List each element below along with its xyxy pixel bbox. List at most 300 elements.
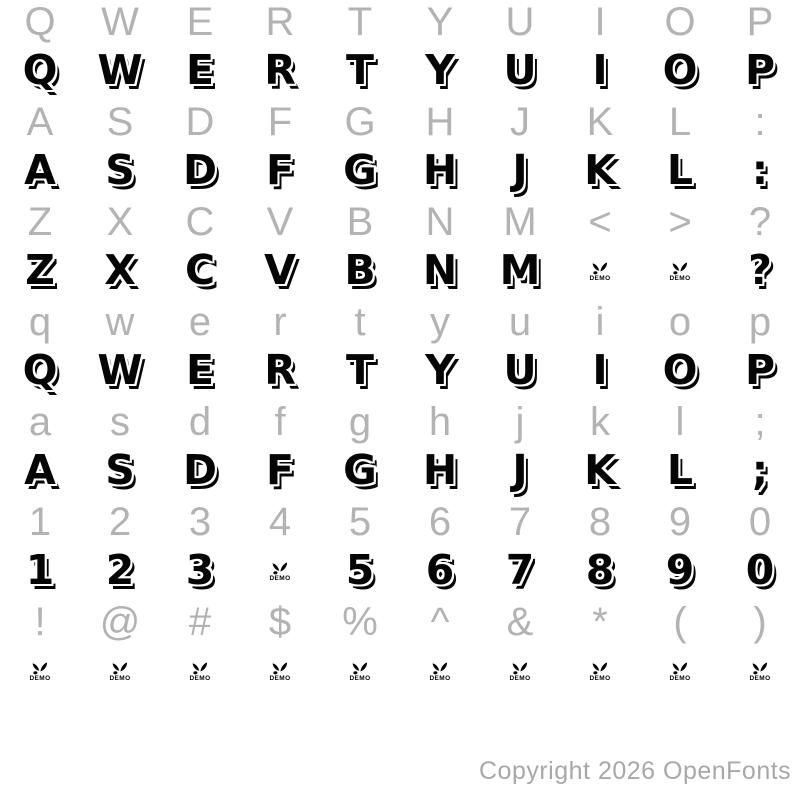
- glyph-cell: [400, 245, 480, 300]
- glyph-cell: [0, 650, 80, 700]
- reference-glyph: r: [273, 300, 287, 344]
- reference-glyph: C: [185, 200, 215, 244]
- glyph-cell: [0, 400, 80, 450]
- preview-glyph: E: [185, 45, 214, 94]
- glyph-cell: [640, 500, 720, 550]
- demo-glyph-label: DEMO: [269, 574, 291, 582]
- preview-glyph: 7: [505, 545, 535, 594]
- glyph-cell: [480, 545, 560, 600]
- preview-glyph: E: [185, 345, 214, 394]
- reference-glyph: t: [354, 300, 366, 344]
- demo-glyph-label: DEMO: [509, 674, 531, 682]
- glyph-cell: [0, 500, 80, 550]
- glyph-cell: [400, 345, 480, 400]
- glyph-cell: [400, 100, 480, 150]
- glyph-cell: [480, 200, 560, 250]
- glyph-cell: [640, 200, 720, 250]
- glyph-cell: [720, 600, 800, 650]
- copyright-text: Copyright 2026 OpenFonts: [479, 757, 792, 785]
- glyph-cell: [240, 500, 320, 550]
- preview-glyph: H: [422, 445, 458, 494]
- glyph-cell: [0, 145, 80, 200]
- reference-glyph: y: [430, 300, 450, 344]
- glyph-cell: [80, 245, 160, 300]
- glyph-cell: [480, 145, 560, 200]
- demo-glyph: [349, 662, 370, 683]
- glyph-cell: [0, 345, 80, 400]
- glyph-cell: [640, 145, 720, 200]
- reference-glyph: p: [748, 300, 772, 344]
- glyph-cell: [320, 300, 400, 350]
- demo-glyph: [189, 662, 210, 683]
- reference-glyph: G: [344, 100, 376, 144]
- preview-glyph: 9: [665, 545, 695, 594]
- preview-glyph: :: [751, 145, 769, 194]
- preview-glyph: Y: [425, 45, 455, 94]
- preview-row: [0, 345, 800, 400]
- preview-glyph: S: [105, 145, 135, 194]
- reference-glyph: W: [101, 0, 139, 44]
- glyph-cell: [400, 400, 480, 450]
- glyph-cell: [160, 650, 240, 700]
- reference-glyph: k: [590, 400, 610, 444]
- preview-glyph: H: [422, 145, 458, 194]
- glyph-cell: [160, 545, 240, 600]
- glyph-cell: [560, 250, 640, 300]
- glyph-cell: [80, 500, 160, 550]
- preview-glyph: G: [343, 145, 377, 194]
- glyph-cell: [640, 300, 720, 350]
- glyph-cell: [640, 0, 720, 50]
- glyph-cell: [320, 145, 400, 200]
- glyph-cell: [560, 45, 640, 100]
- glyph-cell: [560, 345, 640, 400]
- glyph-cell: [240, 550, 320, 600]
- reference-glyph: J: [510, 100, 530, 144]
- demo-splat-icon: [270, 662, 289, 675]
- glyph-cell: [320, 445, 400, 500]
- preview-glyph: ;: [751, 445, 769, 494]
- preview-row: [0, 245, 800, 300]
- glyph-cell: [720, 345, 800, 400]
- glyph-cell: [240, 650, 320, 700]
- glyph-cell: [0, 445, 80, 500]
- glyph-cell: [80, 100, 160, 150]
- preview-row: [0, 650, 800, 700]
- preview-glyph: R: [264, 45, 296, 94]
- demo-glyph-label: DEMO: [189, 674, 211, 682]
- preview-glyph: C: [184, 245, 216, 294]
- demo-splat-icon: [270, 562, 289, 575]
- preview-glyph: R: [264, 345, 296, 394]
- preview-glyph: D: [182, 445, 218, 494]
- glyph-cell: [0, 200, 80, 250]
- demo-glyph: [429, 662, 450, 683]
- glyph-cell: [320, 545, 400, 600]
- glyph-cell: [320, 500, 400, 550]
- preview-glyph: F: [265, 445, 294, 494]
- preview-glyph: A: [24, 145, 56, 194]
- glyph-cell: [560, 600, 640, 650]
- glyph-cell: [560, 200, 640, 250]
- glyph-cell: [640, 650, 720, 700]
- reference-glyph: X: [106, 200, 134, 244]
- glyph-cell: [400, 545, 480, 600]
- glyph-cell: [160, 245, 240, 300]
- reference-glyph: u: [508, 300, 532, 344]
- demo-glyph-label: DEMO: [349, 674, 371, 682]
- reference-row: [0, 500, 800, 550]
- reference-glyph: l: [675, 400, 685, 444]
- demo-glyph: [589, 262, 610, 283]
- reference-glyph: N: [425, 200, 455, 244]
- glyph-cell: [480, 45, 560, 100]
- preview-glyph: P: [744, 345, 776, 394]
- glyph-cell: [640, 100, 720, 150]
- reference-glyph: Q: [24, 0, 56, 44]
- reference-glyph: <: [588, 200, 612, 244]
- glyph-cell: [240, 45, 320, 100]
- demo-splat-icon: [30, 662, 49, 675]
- glyph-cell: [640, 545, 720, 600]
- demo-splat-icon: [110, 662, 129, 675]
- glyph-cell: [560, 545, 640, 600]
- preview-glyph: 5: [345, 545, 375, 594]
- reference-row: [0, 100, 800, 150]
- reference-glyph: a: [28, 400, 52, 444]
- glyph-cell: [480, 245, 560, 300]
- glyph-cell: [720, 400, 800, 450]
- preview-glyph: V: [264, 245, 296, 294]
- reference-glyph: #: [188, 600, 212, 644]
- demo-splat-icon: [590, 262, 609, 275]
- glyph-cell: [560, 300, 640, 350]
- preview-glyph: 8: [585, 545, 615, 594]
- reference-glyph: L: [668, 100, 692, 144]
- preview-glyph: K: [584, 445, 616, 494]
- reference-glyph: K: [586, 100, 614, 144]
- glyph-cell: [240, 445, 320, 500]
- preview-row: [0, 45, 800, 100]
- glyph-cell: [240, 400, 320, 450]
- demo-glyph: [669, 662, 690, 683]
- preview-glyph: 0: [745, 545, 775, 594]
- glyph-cell: [320, 650, 400, 700]
- glyph-cell: [0, 45, 80, 100]
- demo-glyph: [669, 262, 690, 283]
- reference-glyph: I: [594, 0, 606, 44]
- glyph-cell: [80, 300, 160, 350]
- reference-glyph: M: [503, 200, 537, 244]
- reference-glyph: &: [506, 600, 534, 644]
- glyph-cell: [720, 445, 800, 500]
- demo-glyph: [589, 662, 610, 683]
- demo-glyph-label: DEMO: [669, 274, 691, 282]
- glyph-cell: [400, 0, 480, 50]
- glyph-cell: [560, 445, 640, 500]
- preview-row: [0, 545, 800, 600]
- reference-glyph: i: [595, 300, 605, 344]
- glyph-cell: [720, 145, 800, 200]
- glyph-cell: [160, 345, 240, 400]
- reference-glyph: ): [753, 600, 767, 644]
- glyph-cell: [560, 400, 640, 450]
- glyph-cell: [240, 145, 320, 200]
- glyph-cell: [240, 100, 320, 150]
- reference-glyph: 6: [428, 500, 452, 544]
- glyph-cell: [0, 545, 80, 600]
- glyph-cell: [80, 200, 160, 250]
- reference-glyph: o: [668, 300, 692, 344]
- reference-glyph: 4: [268, 500, 292, 544]
- glyph-cell: [480, 445, 560, 500]
- glyph-cell: [720, 200, 800, 250]
- glyph-cell: [720, 545, 800, 600]
- reference-glyph: %: [342, 600, 378, 644]
- glyph-cell: [480, 400, 560, 450]
- preview-glyph: G: [343, 445, 377, 494]
- glyph-cell: [80, 650, 160, 700]
- glyph-cell: [560, 650, 640, 700]
- preview-glyph: Y: [425, 345, 455, 394]
- glyph-cell: [720, 45, 800, 100]
- reference-glyph: 1: [28, 500, 52, 544]
- glyph-cell: [400, 300, 480, 350]
- demo-glyph: [269, 662, 290, 683]
- glyph-cell: [480, 650, 560, 700]
- glyph-cell: [160, 300, 240, 350]
- glyph-cell: [160, 45, 240, 100]
- reference-glyph: ;: [754, 400, 766, 444]
- preview-glyph: X: [104, 245, 136, 294]
- reference-glyph: w: [105, 300, 135, 344]
- reference-glyph: e: [188, 300, 212, 344]
- glyph-cell: [320, 100, 400, 150]
- reference-glyph: >: [668, 200, 692, 244]
- demo-glyph-label: DEMO: [429, 674, 451, 682]
- reference-glyph: (: [673, 600, 687, 644]
- glyph-cell: [560, 145, 640, 200]
- reference-glyph: g: [348, 400, 372, 444]
- glyph-cell: [640, 345, 720, 400]
- demo-splat-icon: [590, 662, 609, 675]
- reference-glyph: U: [505, 0, 535, 44]
- reference-glyph: O: [664, 0, 696, 44]
- glyph-cell: [320, 0, 400, 50]
- demo-glyph-label: DEMO: [669, 674, 691, 682]
- glyph-cell: [160, 100, 240, 150]
- reference-glyph: R: [265, 0, 295, 44]
- preview-glyph: A: [24, 445, 56, 494]
- glyph-cell: [240, 300, 320, 350]
- preview-glyph: I: [592, 345, 608, 394]
- glyph-cell: [720, 0, 800, 50]
- demo-splat-icon: [670, 662, 689, 675]
- demo-splat-icon: [430, 662, 449, 675]
- demo-glyph: [109, 662, 130, 683]
- reference-glyph: 8: [588, 500, 612, 544]
- reference-glyph: ^: [430, 600, 450, 644]
- glyph-cell: [80, 345, 160, 400]
- glyph-cell: [720, 650, 800, 700]
- reference-glyph: d: [188, 400, 212, 444]
- reference-glyph: E: [186, 0, 214, 44]
- glyph-cell: [480, 345, 560, 400]
- glyph-cell: [720, 300, 800, 350]
- glyph-cell: [640, 400, 720, 450]
- glyph-cell: [560, 100, 640, 150]
- reference-row: [0, 300, 800, 350]
- glyph-cell: [80, 0, 160, 50]
- glyph-cell: [320, 45, 400, 100]
- preview-glyph: 1: [25, 545, 55, 594]
- preview-glyph: D: [182, 145, 218, 194]
- demo-glyph-label: DEMO: [589, 674, 611, 682]
- glyph-cell: [0, 600, 80, 650]
- reference-glyph: F: [267, 100, 293, 144]
- preview-row: [0, 145, 800, 200]
- demo-splat-icon: [350, 662, 369, 675]
- glyph-cell: [80, 600, 160, 650]
- glyph-cell: [720, 245, 800, 300]
- preview-glyph: U: [503, 45, 537, 94]
- glyph-cell: [560, 500, 640, 550]
- preview-glyph: M: [499, 245, 541, 294]
- demo-splat-icon: [510, 662, 529, 675]
- demo-glyph-label: DEMO: [749, 674, 771, 682]
- glyph-cell: [400, 500, 480, 550]
- glyph-cell: [640, 45, 720, 100]
- preview-glyph: L: [666, 145, 694, 194]
- reference-glyph: 2: [108, 500, 132, 544]
- preview-glyph: Q: [22, 45, 58, 94]
- preview-glyph: W: [97, 345, 143, 394]
- glyph-cell: [480, 300, 560, 350]
- glyph-cell: [320, 345, 400, 400]
- glyph-cell: [0, 0, 80, 50]
- demo-splat-icon: [670, 262, 689, 275]
- glyph-cell: [400, 600, 480, 650]
- preview-glyph: P: [744, 45, 776, 94]
- glyph-cell: [80, 145, 160, 200]
- preview-glyph: ?: [748, 245, 772, 294]
- glyph-cell: [640, 600, 720, 650]
- demo-glyph-label: DEMO: [269, 674, 291, 682]
- glyph-cell: [80, 45, 160, 100]
- reference-glyph: A: [26, 100, 54, 144]
- demo-glyph: [29, 662, 50, 683]
- preview-glyph: L: [666, 445, 694, 494]
- reference-row: [0, 400, 800, 450]
- glyph-cell: [560, 0, 640, 50]
- glyph-cell: [480, 500, 560, 550]
- glyph-cell: [720, 500, 800, 550]
- glyph-cell: [640, 445, 720, 500]
- glyph-cell: [160, 400, 240, 450]
- reference-glyph: Z: [27, 200, 53, 244]
- reference-glyph: !: [34, 600, 46, 644]
- glyph-cell: [0, 245, 80, 300]
- reference-glyph: j: [515, 400, 525, 444]
- glyph-cell: [320, 600, 400, 650]
- glyph-cell: [320, 245, 400, 300]
- glyph-cell: [400, 200, 480, 250]
- reference-glyph: :: [754, 100, 766, 144]
- glyph-cell: [480, 600, 560, 650]
- glyph-cell: [320, 200, 400, 250]
- preview-glyph: B: [344, 245, 376, 294]
- preview-glyph: S: [105, 445, 135, 494]
- preview-glyph: T: [346, 345, 374, 394]
- reference-row: [0, 0, 800, 50]
- demo-glyph: [509, 662, 530, 683]
- reference-glyph: $: [268, 600, 292, 644]
- reference-glyph: h: [428, 400, 452, 444]
- reference-glyph: 3: [188, 500, 212, 544]
- glyph-cell: [160, 200, 240, 250]
- reference-glyph: @: [99, 600, 141, 644]
- reference-glyph: 7: [508, 500, 532, 544]
- glyph-cell: [0, 300, 80, 350]
- glyph-cell: [400, 650, 480, 700]
- reference-glyph: 0: [748, 500, 772, 544]
- glyph-cell: [720, 100, 800, 150]
- glyph-cell: [240, 345, 320, 400]
- preview-glyph: T: [346, 45, 374, 94]
- demo-splat-icon: [750, 662, 769, 675]
- preview-glyph: 2: [105, 545, 135, 594]
- preview-glyph: N: [422, 245, 458, 294]
- glyph-cell: [400, 45, 480, 100]
- preview-glyph: I: [592, 45, 608, 94]
- preview-glyph: 3: [185, 545, 215, 594]
- demo-glyph-label: DEMO: [589, 274, 611, 282]
- glyph-cell: [160, 600, 240, 650]
- preview-glyph: O: [662, 45, 698, 94]
- reference-glyph: H: [425, 100, 455, 144]
- preview-row: [0, 445, 800, 500]
- reference-glyph: 5: [348, 500, 372, 544]
- reference-glyph: P: [746, 0, 774, 44]
- glyph-cell: [240, 0, 320, 50]
- reference-glyph: D: [185, 100, 215, 144]
- reference-glyph: q: [28, 300, 52, 344]
- glyph-cell: [0, 100, 80, 150]
- reference-glyph: T: [347, 0, 373, 44]
- preview-glyph: Z: [25, 245, 55, 294]
- preview-glyph: O: [662, 345, 698, 394]
- glyph-cell: [80, 445, 160, 500]
- preview-glyph: U: [503, 345, 537, 394]
- glyph-cell: [80, 400, 160, 450]
- reference-glyph: Y: [426, 0, 454, 44]
- glyph-cell: [160, 500, 240, 550]
- glyph-cell: [480, 0, 560, 50]
- demo-splat-icon: [190, 662, 209, 675]
- glyph-cell: [320, 400, 400, 450]
- demo-glyph: [749, 662, 770, 683]
- demo-glyph: [269, 562, 290, 583]
- reference-row: [0, 200, 800, 250]
- glyph-cell: [240, 245, 320, 300]
- reference-glyph: *: [592, 600, 608, 644]
- glyph-cell: [160, 0, 240, 50]
- preview-glyph: J: [512, 445, 528, 494]
- glyph-cell: [640, 250, 720, 300]
- reference-row: [0, 600, 800, 650]
- glyph-cell: [80, 545, 160, 600]
- preview-glyph: 6: [425, 545, 455, 594]
